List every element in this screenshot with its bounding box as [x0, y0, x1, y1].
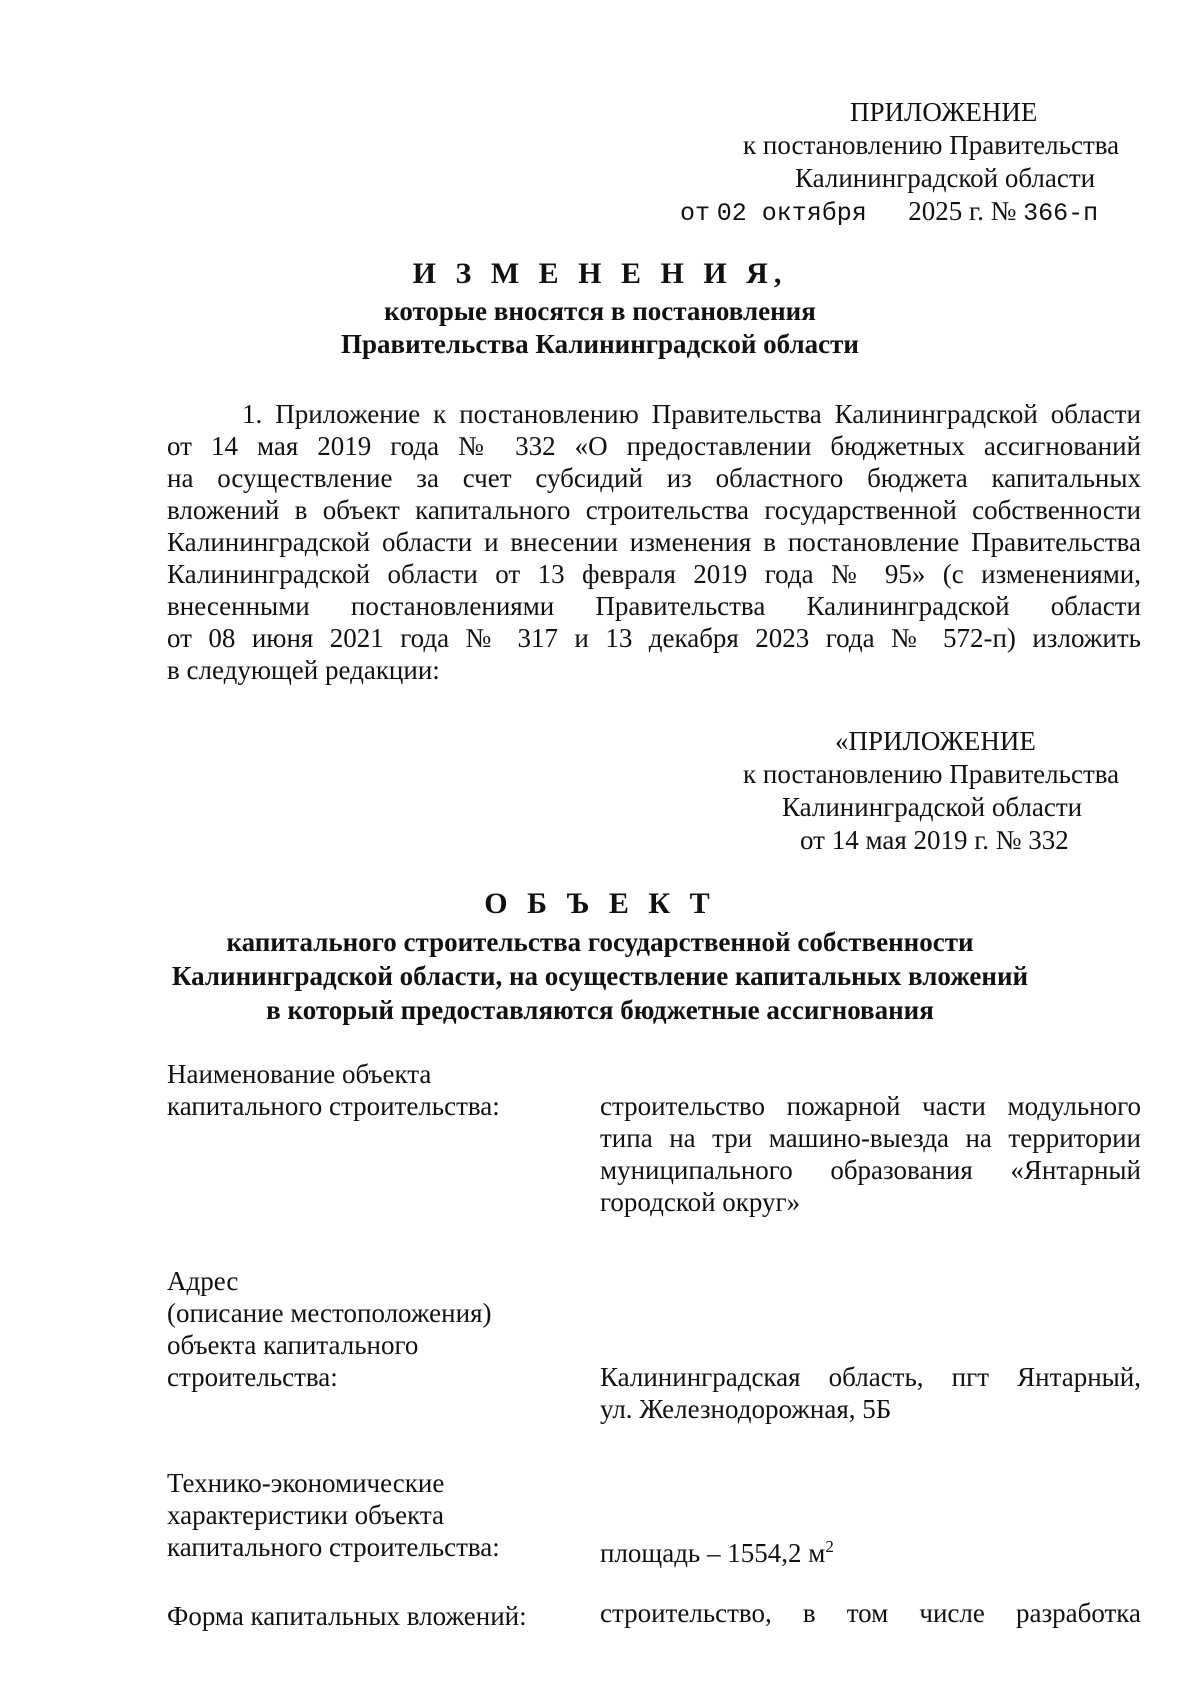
object-name-label: [167, 1058, 567, 1122]
paragraph-line: от 08 июня 2021 года № 317 и 13 декабря 2023 года № 572-п) изложить: [167, 623, 1141, 653]
value-line: ул. Железнодорожная, 5Б: [600, 1394, 892, 1424]
object-subtitle-1: капитального строительства государственной собственности: [226, 927, 974, 957]
value-line: муниципального образования «Янтарный: [600, 1155, 1141, 1185]
object-name-value: [600, 1090, 1141, 1218]
changes-heading: И З М Е Н Е Н И Я,: [412, 257, 788, 290]
value-line: строительство, в том числе разработка: [600, 1598, 1141, 1628]
appendix-line-2: Калининградской области: [795, 163, 1096, 193]
area-text: площадь – 1554,2 м: [600, 1538, 826, 1568]
address-value: [600, 1361, 1141, 1425]
paragraph-line: в следующей редакции:: [167, 655, 440, 685]
decree-number: 366-п: [1023, 199, 1099, 228]
paragraph-line: внесенными постановлениями Правительства Калининградской области: [167, 591, 1141, 621]
paragraph-line: от 14 мая 2019 года № 332 «О предоставлении бюджетных ассигнований: [167, 431, 1141, 461]
form-value: [600, 1597, 1141, 1629]
area-unit-exponent: 2: [825, 1537, 834, 1556]
value-line: типа на три машино-выезда на территории: [600, 1123, 1141, 1153]
paragraph-1: [167, 398, 1141, 686]
address-label: [167, 1265, 567, 1393]
label-line: Технико-экономические: [167, 1468, 445, 1498]
paragraph-line: 1. Приложение к постановлению Правительства Калининградской области: [242, 399, 1141, 429]
paragraph-line: Калининградской области и внесении изменения в постановление Правительства: [167, 527, 1141, 557]
appendix-title: ПРИЛОЖЕНИЕ: [850, 97, 1038, 127]
changes-subtitle-1: которые вносятся в постановления: [384, 296, 816, 326]
object-heading: О Б Ъ Е К Т: [484, 887, 716, 920]
label-line: (описание местоположения): [167, 1298, 492, 1328]
object-subtitle-2: Калининградской области, на осуществление капитальных вложений: [171, 961, 1029, 991]
inner-appendix-line-3: от 14 мая 2019 г. № 332: [800, 825, 1069, 855]
tech-value: [600, 1531, 1141, 1569]
date-day-month: 02 октября: [716, 199, 867, 228]
changes-subtitle-2: Правительства Калининградской области: [341, 329, 859, 359]
inner-appendix-title: «ПРИЛОЖЕНИЕ: [835, 726, 1036, 756]
label-line: капитального строительства:: [167, 1532, 500, 1562]
appendix-line-1: к постановлению Правительства: [743, 130, 1120, 160]
label-line: Наименование объекта: [167, 1059, 432, 1089]
tech-label: [167, 1467, 567, 1563]
label-line: строительства:: [167, 1362, 338, 1392]
value-line: Калининградская область, пгт Янтарный,: [600, 1362, 1141, 1392]
label-line: капитального строительства:: [167, 1091, 500, 1121]
label-line: характеристики объекта: [167, 1500, 445, 1530]
paragraph-line: на осуществление за счет субсидий из областного бюджета капитальных: [167, 463, 1141, 493]
date-prefix: от: [680, 199, 711, 228]
label-line: объекта капитального: [167, 1330, 419, 1360]
value-line: строительство пожарной части модульного: [600, 1091, 1141, 1121]
appendix-date-line: [680, 195, 1098, 230]
form-label: Форма капитальных вложений:: [167, 1601, 527, 1631]
value-line: городской округ»: [600, 1187, 801, 1217]
date-year: 2025 г. №: [908, 196, 1017, 226]
paragraph-line: вложений в объект капитального строительства государственной собственности: [167, 495, 1141, 525]
inner-appendix-line-1: к постановлению Правительства: [743, 759, 1120, 789]
inner-appendix-line-2: Калининградской области: [782, 792, 1083, 822]
paragraph-line: Калининградской области от 13 февраля 2019 года № 95» (с изменениями,: [167, 559, 1141, 589]
object-subtitle-3: в который предоставляются бюджетные ассигнования: [266, 995, 934, 1025]
label-line: Адрес: [167, 1266, 239, 1296]
